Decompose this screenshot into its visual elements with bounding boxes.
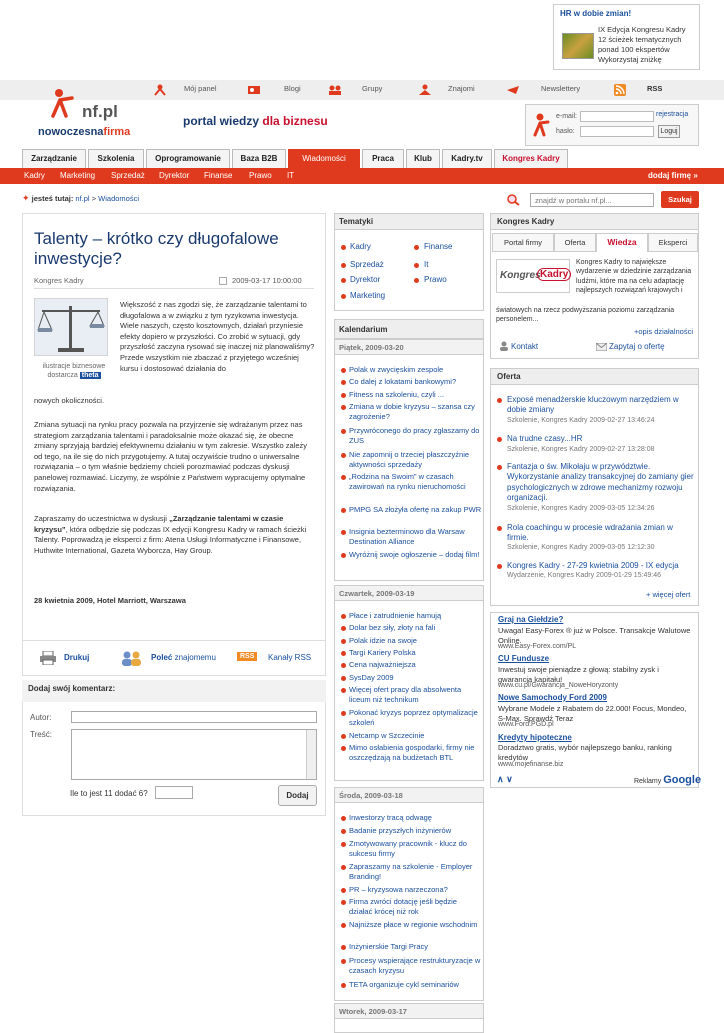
calendar-news-link[interactable]: Polak idzie na swoje xyxy=(349,636,417,645)
recommend-link[interactable] xyxy=(151,653,216,662)
bullet-icon xyxy=(341,746,346,751)
more-offers-link[interactable]: + więcej ofert xyxy=(646,590,691,599)
calendar-news-link[interactable]: Polak w zwycięskim zespole xyxy=(349,365,444,374)
tab-eksperci[interactable]: Eksperci xyxy=(648,233,698,252)
breadcrumb xyxy=(22,193,139,204)
article-date: 2009-03-17 10:00:00 xyxy=(232,276,302,285)
offer-link[interactable]: Exposé menadżerskie kluczowym narzędziem w dobie zmiany xyxy=(507,395,679,415)
subnav-dyrektor[interactable]: Dyrektor xyxy=(159,171,190,180)
article-paragraph xyxy=(34,514,316,556)
ad-title-link[interactable]: Kredyty hipoteczne xyxy=(498,733,572,742)
offer-link[interactable]: Kongres Kadry - 27-29 kwietnia 2009 - IX edycja xyxy=(507,561,679,570)
content-textarea[interactable] xyxy=(71,729,317,780)
scale-illustration-icon xyxy=(34,298,108,356)
subnav-bar xyxy=(0,168,724,184)
bullet-icon xyxy=(497,437,502,442)
bullet-icon xyxy=(341,676,346,681)
bullet-icon xyxy=(341,663,346,668)
ad-url[interactable]: www.Easy-Forex.com/PL xyxy=(498,643,577,650)
password-label: hasło: xyxy=(556,128,575,135)
calendar-news-link[interactable]: Inwestorzy tracą odwagę xyxy=(349,813,432,822)
tab-portal-firmy[interactable]: Portal firmy xyxy=(492,233,554,252)
textarea-scrollbar[interactable] xyxy=(306,730,316,779)
content-label: Treść: xyxy=(30,730,52,739)
calendar-news-link[interactable]: Pokonać kryzys poprzez optymalizacje szkoleń xyxy=(349,708,478,727)
promo-title[interactable]: HR w dobie zmian! xyxy=(560,9,632,18)
divider xyxy=(34,288,314,289)
promo-line: 12 ścieżek tematycznych xyxy=(598,35,682,44)
bullet-icon xyxy=(341,429,346,434)
tab-praca[interactable]: Praca xyxy=(362,149,404,168)
bullet-icon xyxy=(341,711,346,716)
tab-baza-b2b[interactable]: Baza B2B xyxy=(232,149,286,168)
bullet-icon xyxy=(341,651,346,656)
ad-description: Uwaga! Easy-Forex ® już w Polsce. Transakcje Walutowe Online. xyxy=(498,626,691,645)
envelope-icon xyxy=(596,343,607,351)
topic-link[interactable]: Finanse xyxy=(424,242,453,251)
offer-link[interactable]: Rola coachingu w procesie wdrażania zmian w firmie. xyxy=(507,523,673,543)
subnav-marketing[interactable]: Marketing xyxy=(60,171,96,180)
site-logo[interactable] xyxy=(36,86,146,142)
blog-icon xyxy=(247,84,261,96)
ad-url[interactable]: www.Ford.PGD.pl xyxy=(498,721,554,728)
article-author: Kongres Kadry xyxy=(34,276,84,285)
company-more-link[interactable]: +opis działalności xyxy=(634,327,693,336)
tab-oprogramowanie[interactable]: Oprogramowanie xyxy=(146,149,230,168)
subnav-it[interactable]: IT xyxy=(287,171,295,180)
tab-kongres-kadry[interactable]: Kongres Kadry xyxy=(494,149,568,168)
search-button[interactable]: Szukaj xyxy=(661,191,699,208)
tab-zarzadzanie[interactable]: Zarządzanie xyxy=(22,149,86,168)
bullet-icon xyxy=(341,380,346,385)
breadcrumb-current[interactable]: Wiadomości xyxy=(98,194,140,203)
ads-nav-arrows[interactable]: ∧ ∨ xyxy=(497,774,513,784)
bullet-icon xyxy=(341,865,346,870)
event-info: 28 kwietnia 2009, Hotel Marriott, Warszawa xyxy=(34,596,186,605)
tab-wiedza[interactable]: Wiedza xyxy=(596,233,648,252)
bullet-icon xyxy=(497,398,502,403)
calendar-news-link[interactable]: Wyróżnij swoje ogłoszenie – dodaj film! xyxy=(349,550,480,559)
company-description: światowych na rzecz podwyższania poziomu zarządzania personelem... xyxy=(496,307,675,324)
bullet-icon xyxy=(341,923,346,928)
calendar-news-link[interactable]: Mimo osłabienia gospodarki, firmy nie oszczędzają na budżetach BTL xyxy=(349,743,475,762)
subnav-finanse[interactable]: Finanse xyxy=(204,171,233,180)
rss-icon[interactable] xyxy=(614,84,626,96)
calendar-news-link[interactable]: Zapraszamy na szkolenie - Employer Branding! xyxy=(349,862,473,881)
company-heading: Kongres Kadry xyxy=(490,213,699,230)
nav-blogs[interactable]: Blogi xyxy=(284,84,301,93)
breadcrumb-sep: > xyxy=(89,194,99,203)
calendar-news-link[interactable]: Cena najważniejsza xyxy=(349,660,416,669)
topic-link[interactable]: Marketing xyxy=(350,291,386,300)
bullet-icon xyxy=(341,842,346,847)
calendar-news-link[interactable]: PR – kryzysowa narzeczona? xyxy=(349,885,448,894)
calendar-news-link[interactable]: Co dalej z lokatami bankowymi? xyxy=(349,377,457,386)
calendar-icon xyxy=(219,277,227,285)
bullet-icon xyxy=(414,245,419,250)
topic-link[interactable]: It xyxy=(424,260,429,269)
friends-icon xyxy=(418,84,432,96)
portal-slogan xyxy=(183,114,328,128)
caption-line: ilustracje biznesowe xyxy=(42,363,106,370)
calendar-news-link[interactable]: Dolar bez siły, złoty na fali xyxy=(349,623,436,632)
calendar-news-link[interactable]: Nie zapomnij o trzeciej płaszczyźnie aktywności sprzedaży xyxy=(349,450,470,469)
promo-thumbnail[interactable] xyxy=(562,33,594,59)
google-logo: Google xyxy=(663,774,702,786)
calendar-news-link[interactable]: Zmiana w dobie kryzysu – szansa czy zagrożenie? xyxy=(349,402,475,421)
bullet-icon xyxy=(341,553,346,558)
calendar-news-link[interactable]: Procesy wspierające restrukturyzacje w czasach kryzysu xyxy=(349,956,481,975)
nav-rss[interactable]: RSS xyxy=(647,84,663,93)
calendar-news-link[interactable]: Targi Kariery Polska xyxy=(349,648,416,657)
ad-title-link[interactable]: Nowe Samochody Ford 2009 xyxy=(498,693,607,702)
article-paragraph: Większość z nas zgodzi się, że zarządzanie talentami to długofalowa a w związku z tym ryzykowna inwestycja. Wiele naszych, często kosztownych, działań przyniesie efekty dopiero w przyszłości. Co zrobić w sytuacji, gdy przyszłość zaczyna rysować się inaczej niż planowaliśmy? Przede wszystkim nie zbaczać z przyjętego wcześniej kursu i dostosować działania do xyxy=(120,300,315,373)
calendar-news-link[interactable]: Przywróconego do pracy zgłaszamy do ZUS xyxy=(349,426,480,445)
calendar-date: Piątek, 2009-03-20 xyxy=(334,339,484,355)
tab-klub[interactable]: Klub xyxy=(406,149,440,168)
bullet-icon xyxy=(341,405,346,410)
captcha-question: Ile to jest 11 dodać 6? xyxy=(70,789,148,798)
logo-figure-icon xyxy=(50,88,76,118)
calendar-news-link[interactable]: Fitness na szkoleniu, czyli ... xyxy=(349,390,445,399)
bullet-icon xyxy=(341,294,346,299)
search-icon xyxy=(506,194,520,206)
rss-feeds-link[interactable]: Kanały RSS xyxy=(268,653,312,662)
tab-szkolenia[interactable]: Szkolenia xyxy=(88,149,144,168)
ad-title-link[interactable]: Graj na Giełdzie? xyxy=(498,615,564,624)
bullet-icon xyxy=(341,530,346,535)
bullet-icon xyxy=(497,465,502,470)
google-ads-label[interactable] xyxy=(634,774,701,786)
topics-heading: Tematyki xyxy=(334,213,484,230)
bullet-icon xyxy=(341,508,346,513)
topic-link[interactable]: Sprzedaż xyxy=(350,260,384,269)
password-field[interactable] xyxy=(580,126,654,137)
contact-link[interactable]: Kontakt xyxy=(511,342,539,351)
bullet-icon xyxy=(341,829,346,834)
print-link[interactable]: Drukuj xyxy=(64,653,90,662)
promo-box[interactable] xyxy=(553,4,700,70)
topic-link[interactable]: Prawo xyxy=(424,275,447,284)
company-description: Kongres Kadry to największe wydarzenie w dziedzinie zarządzania ludźmi, które ma na celu adaptację najlepszych rozwiązań krajowych i xyxy=(576,259,692,295)
breadcrumb-label: jesteś tutaj: xyxy=(31,194,74,203)
subnav-prawo[interactable]: Prawo xyxy=(249,171,272,180)
print-icon[interactable] xyxy=(40,651,56,665)
recommend-rest: znajomemu xyxy=(172,653,216,662)
text: , która odbędzie się podczas IX edycji Kongresu Kadry w ramach ścieżki Talenty. Poprowadzą je eksperci z firm: Atena Usługi Informatyczne i Finansowe, Huthwite International, Gazeta Wyborcza, Hay Group. xyxy=(34,524,307,555)
promo-text xyxy=(598,25,698,65)
calendar-news-link[interactable]: Zmotywowany pracownik - klucz do sukcesu firmy xyxy=(349,839,467,858)
logo-tagline-part: firma xyxy=(103,126,131,138)
logo-tagline-part: nowoczesna xyxy=(38,126,104,138)
user-panel-icon xyxy=(153,84,167,96)
login-user-icon xyxy=(532,113,552,137)
calendar-news-link[interactable]: Badanie przyszłych inżynierów xyxy=(349,826,452,835)
slogan-part: portal wiedzy xyxy=(183,114,263,128)
calendar-news-link[interactable]: PMPG SA złożyła ofertę na zakup PWR xyxy=(349,505,482,514)
add-company-link[interactable]: dodaj firmę » xyxy=(648,171,698,180)
caption-line xyxy=(34,371,114,380)
illustration-caption xyxy=(34,362,114,380)
calendar-news-link[interactable]: Firma zwróci dotację jeśli będzie działać krócej niż rok xyxy=(349,897,457,916)
calendar-news-link[interactable]: Insignia bezterminowo dla Warsaw Destination Alliance xyxy=(349,527,465,546)
ads-label: Reklamy xyxy=(634,778,662,785)
submit-comment-button[interactable]: Dodaj xyxy=(278,785,317,806)
captcha-answer-field[interactable] xyxy=(155,786,193,799)
calendar-news-link[interactable]: „Rodzina na Swoim” w czasach zawirowań na rynku nieruchomości xyxy=(349,472,466,491)
logo-tagline xyxy=(38,126,130,138)
nav-newsletters[interactable]: Newslettery xyxy=(541,84,581,93)
author-label: Autor: xyxy=(30,713,52,722)
bullet-icon xyxy=(341,626,346,631)
recommend-friend-icon[interactable] xyxy=(121,650,143,666)
bullet-icon xyxy=(341,245,346,250)
calendar-news-link[interactable]: TETA organizuje cykl seminariów xyxy=(349,980,459,989)
calendar-date: Środa, 2009-03-18 xyxy=(334,787,484,803)
calendar-news-link[interactable]: Najniższe płace w regionie wschodnim xyxy=(349,920,478,929)
offer-meta: Szkolenie, Kongres Kadry 2009-03-05 12:12:30 xyxy=(507,544,655,551)
promo-line: Wykorzystaj zniżkę xyxy=(598,55,662,64)
comment-heading: Dodaj swój komentarz: xyxy=(22,680,326,702)
bullet-icon xyxy=(341,816,346,821)
bullet-icon xyxy=(341,945,346,950)
logo-text: nf.pl xyxy=(82,102,118,121)
ad-url[interactable]: www.cu.pl/Gwarancja_NoweHoryzonty xyxy=(498,682,619,689)
ad-url[interactable]: www.mojefinanse.biz xyxy=(498,761,564,768)
offer-meta: Szkolenie, Kongres Kadry 2009-03-05 12:34:26 xyxy=(507,505,655,512)
breadcrumb-icon: ✦ xyxy=(22,193,30,203)
offer-meta: Szkolenie, Kongres Kadry 2009-02-27 13:46:24 xyxy=(507,417,655,424)
newsletter-icon xyxy=(506,84,520,96)
bullet-icon xyxy=(341,900,346,905)
bullet-icon xyxy=(497,564,502,569)
recommend-bold: Poleć xyxy=(151,653,173,662)
bullet-icon xyxy=(341,734,346,739)
promo-line: IX Edycja Kongresu Kadry xyxy=(598,25,686,34)
bullet-icon xyxy=(414,263,419,268)
tab-wiadomosci[interactable]: Wiadomości xyxy=(288,149,360,168)
login-box xyxy=(525,104,699,146)
logo-part: Kongres xyxy=(500,270,541,281)
text-bold: „Zarządzanie talentami w czasie kryzysu” xyxy=(34,514,284,534)
tab-oferta[interactable]: Oferta xyxy=(554,233,596,252)
email-field[interactable] xyxy=(580,111,654,122)
bullet-icon xyxy=(341,888,346,893)
theta-logo[interactable]: theta xyxy=(81,372,99,379)
calendar-news-link[interactable]: Płace i zatrudnienie hamują xyxy=(349,611,442,620)
bullet-icon xyxy=(341,278,346,283)
bullet-icon xyxy=(341,959,346,964)
ad-title-link[interactable]: CU Fundusze xyxy=(498,654,550,663)
bullet-icon xyxy=(341,368,346,373)
bullet-icon xyxy=(341,983,346,988)
offer-meta: Szkolenie, Kongres Kadry 2009-02-27 13:28:08 xyxy=(507,446,655,453)
tab-kadry-tv[interactable]: Kadry.tv xyxy=(442,149,492,168)
bullet-icon xyxy=(341,453,346,458)
article-paragraph: nowych okoliczności. xyxy=(34,396,105,405)
topic-link[interactable]: Kadry xyxy=(350,242,371,251)
promo-line: ponad 100 ekspertów xyxy=(598,45,670,54)
bullet-icon xyxy=(341,614,346,619)
ad-description: Doradztwo gratis, wybór najlepszego banku, ranking kredytów xyxy=(498,743,672,762)
calendar-news-link[interactable]: SysDay 2009 xyxy=(349,673,394,682)
article-title: Talenty – krótko czy długofalowe inwestycje? xyxy=(34,229,279,268)
calendar-heading: Kalendarium xyxy=(334,319,484,339)
ad-description: Wybrane Modele z Rabatem do 22.000! Focus, Mondeo, S-Max. Sprawdź Teraz xyxy=(498,704,687,723)
topic-link[interactable]: Dyrektor xyxy=(350,275,381,284)
kongres-kadry-logo[interactable] xyxy=(496,259,570,293)
calendar-news-link[interactable]: Netcamp w Szczecinie xyxy=(349,731,425,740)
text: Zapraszamy do uczestnictwa w dyskusji xyxy=(34,514,170,523)
calendar-news-link[interactable]: Inżynierskie Targi Pracy xyxy=(349,942,429,951)
logo-part: Kadry xyxy=(537,268,571,281)
offer-link[interactable]: Na trudne czasy...HR xyxy=(507,434,583,443)
offers-heading: Oferta xyxy=(490,368,699,385)
groups-icon xyxy=(328,84,342,96)
email-label: e-mail: xyxy=(556,113,578,120)
breadcrumb-home[interactable]: nf.pl xyxy=(75,194,90,203)
calendar-date: Czwartek, 2009-03-19 xyxy=(334,585,484,601)
caption-text: dostarcza xyxy=(47,372,78,379)
nav-friends[interactable]: Znajomi xyxy=(448,84,475,93)
subnav-kadry[interactable]: Kadry xyxy=(24,171,45,180)
bullet-icon xyxy=(341,263,346,268)
calendar-news-link[interactable]: Więcej ofert pracy dla absolwenta liceum niż technikum xyxy=(349,685,462,704)
bullet-icon xyxy=(341,393,346,398)
nav-groups[interactable]: Grupy xyxy=(362,84,383,93)
offer-meta: Wydarzenie, Kongres Kadry 2009-01-29 15:49:46 xyxy=(507,572,662,579)
nav-my-panel[interactable]: Mój panel xyxy=(184,84,217,93)
slogan-part: dla biznesu xyxy=(262,114,328,128)
bullet-icon xyxy=(341,475,346,480)
bullet-icon xyxy=(497,526,502,531)
bullet-icon xyxy=(341,688,346,693)
offer-link[interactable]: Fantazja o św. Mikołaju w przywództwie. Wykorzystanie analizy transakcyjnej do zamiany gier psychologicznych w zdrowe mechanizmy rozwoju organizacji. xyxy=(507,462,694,503)
ask-offer-link[interactable]: Zapytaj o ofertę xyxy=(609,342,665,351)
register-link[interactable]: rejestracja xyxy=(656,111,689,118)
calendar-date: Wtorek, 2009-03-17 xyxy=(334,1003,484,1019)
contact-icon xyxy=(499,341,509,351)
subnav-sprzedaz[interactable]: Sprzedaż xyxy=(111,171,145,180)
rss-badge[interactable]: RSS xyxy=(237,652,257,661)
bullet-icon xyxy=(414,278,419,283)
article-paragraph: Zmiana sytuacji na rynku pracy pozwala na przyjrzenie się wdrażanym przez nas strategiom zarządzania talentami i paradoksalnie może okazać się, że obecne zmiany sprzyjają bardziej efektywnemu działaniu w tym zakresie. Wszystko zależy od tego, na ile się do nich przygotujemy. A tutaj oczywiście trudno o uniwersalne rozwiązania – o tym właśnie będziemy chcieli porozmawiać podczas dyskusji panelowej rozmawiać. Liczymy, że wspólnie z Państwem wypracujemy optymalne rozwiązania. xyxy=(34,420,308,493)
ad-description: Inwestuj swoje pieniądze z głową: stabilny zysk i gwarancja kapitału! xyxy=(498,665,659,684)
search-input[interactable] xyxy=(530,193,654,207)
author-field[interactable] xyxy=(71,711,317,723)
login-button[interactable]: Loguj xyxy=(658,125,680,138)
bullet-icon xyxy=(341,639,346,644)
